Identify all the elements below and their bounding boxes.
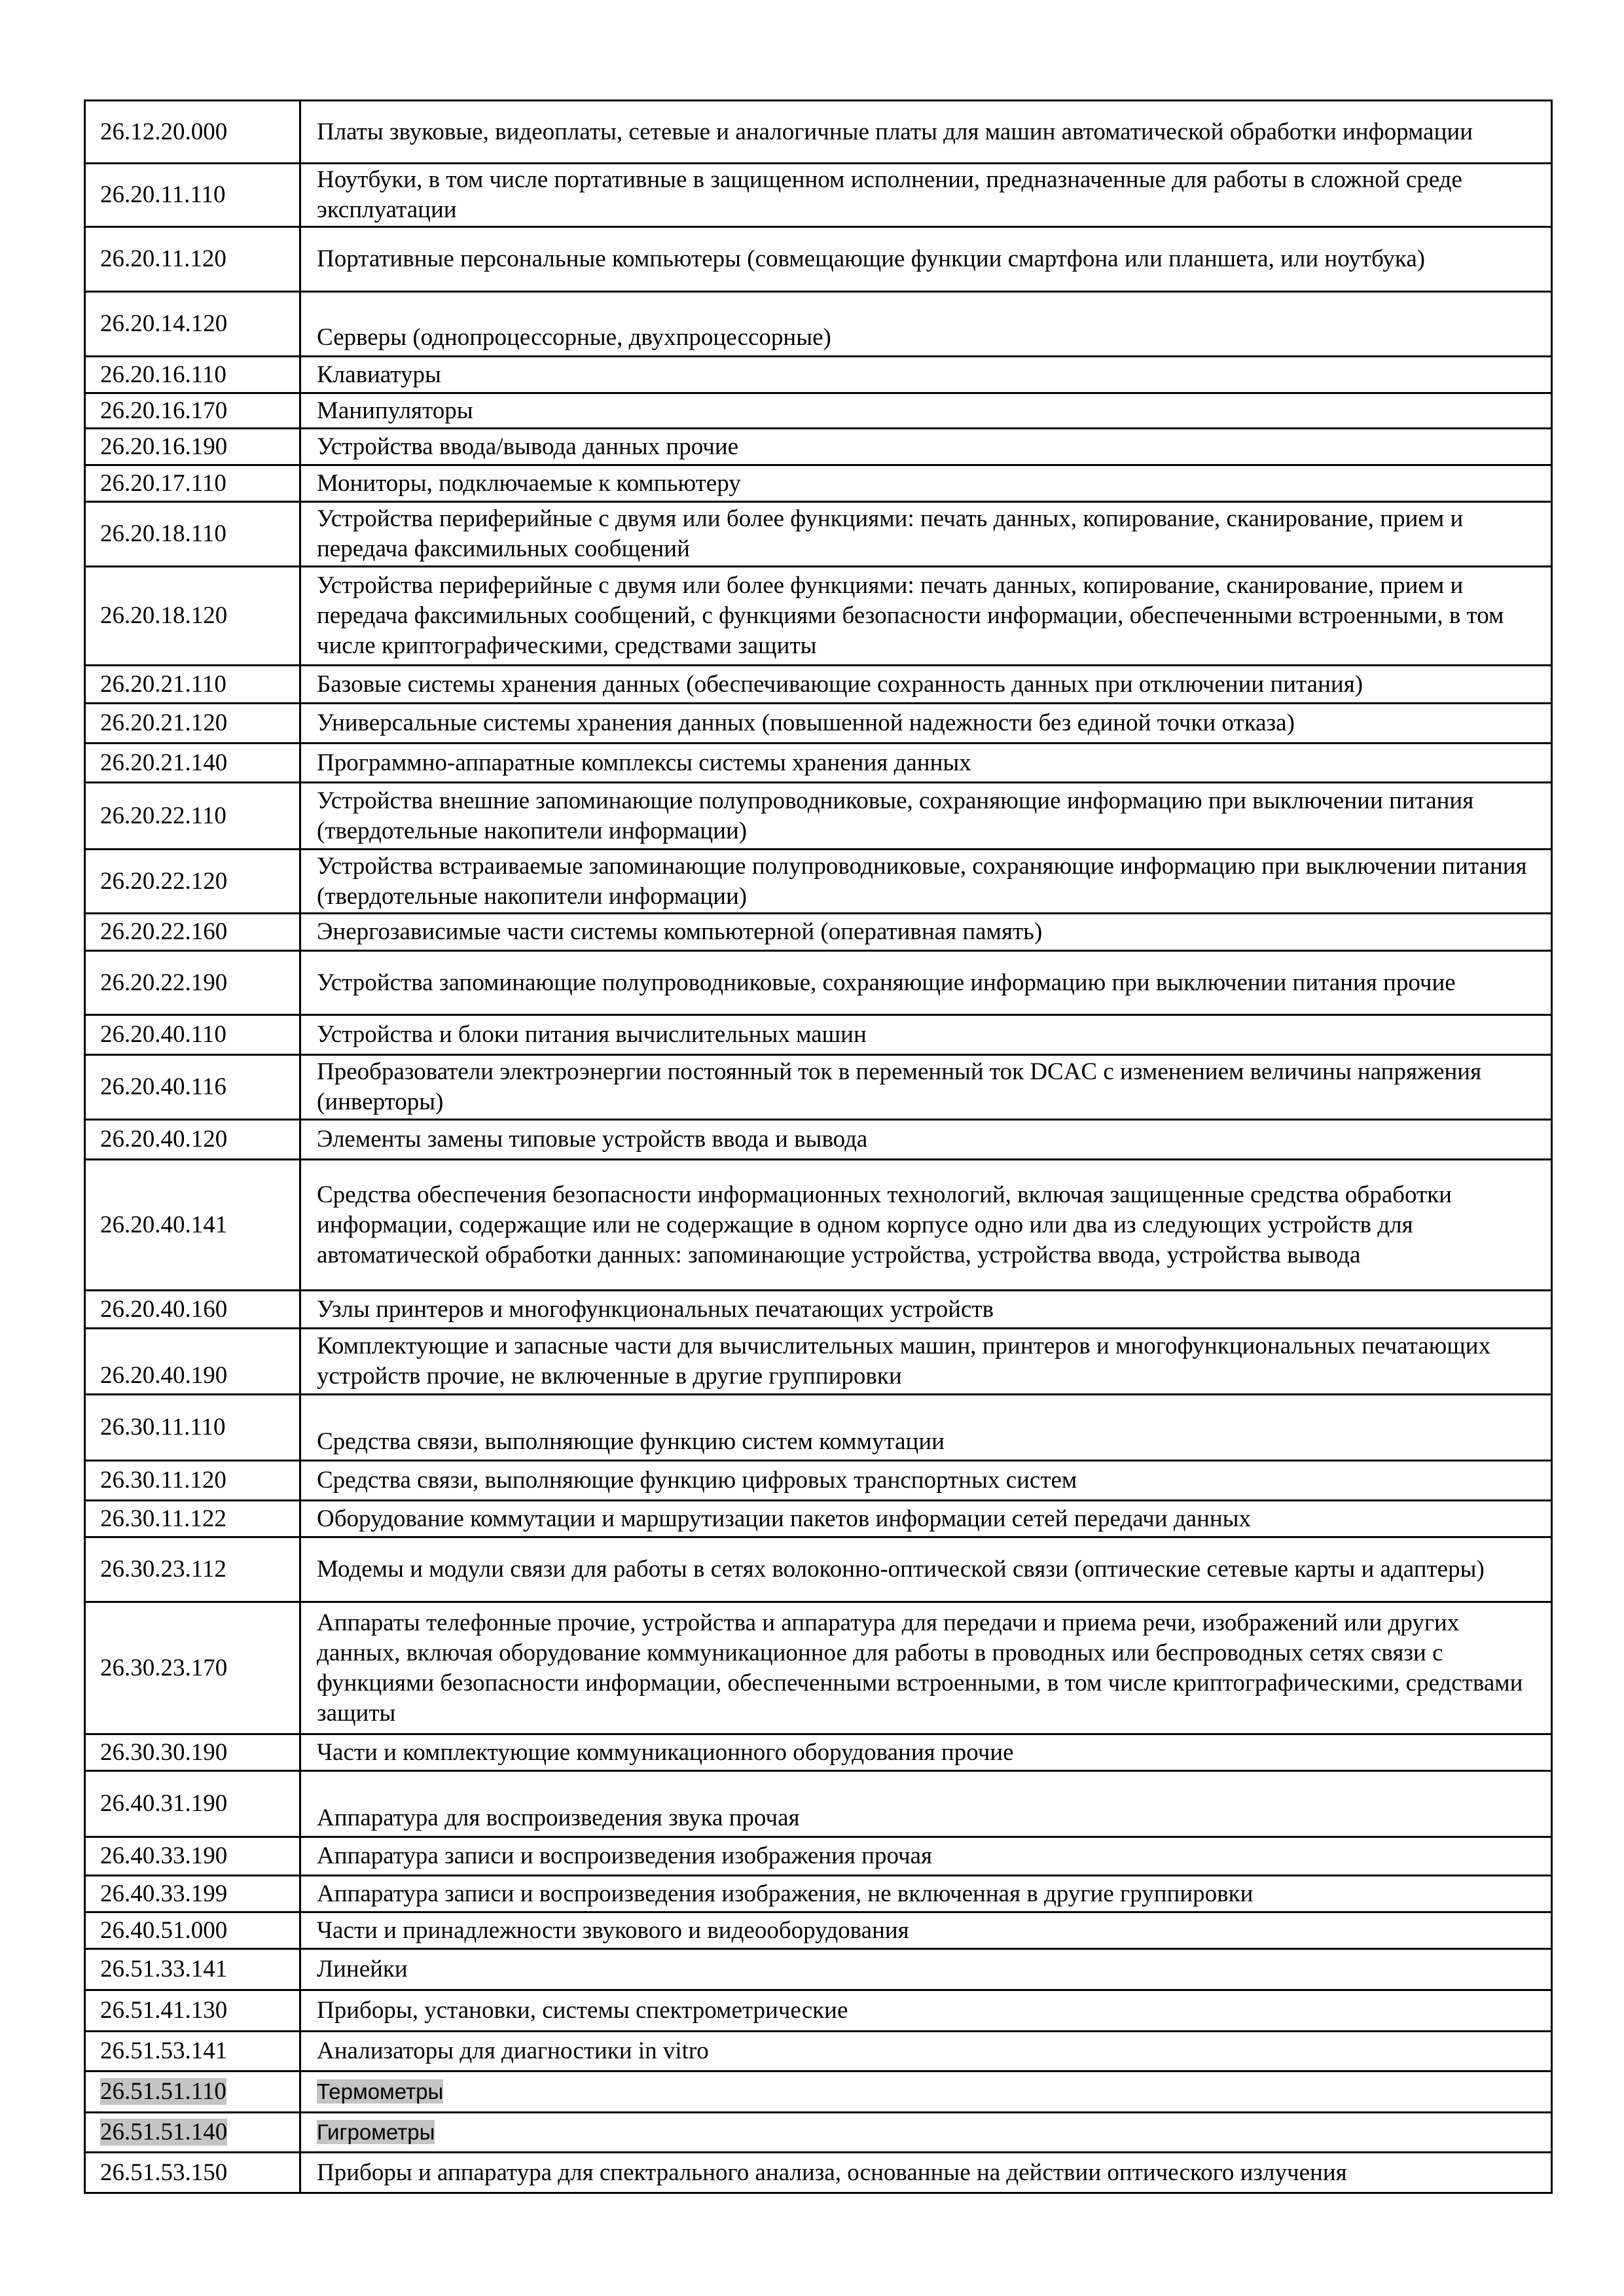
description-cell (300, 1912, 1552, 1949)
table-row (85, 1734, 1552, 1771)
description-text: Элементы замены типовые устройств ввода и вывода (317, 1126, 868, 1153)
code-cell (85, 1329, 300, 1395)
code-text: 26.30.11.120 (100, 1467, 226, 1494)
description-cell (300, 1734, 1552, 1771)
code-cell (85, 164, 300, 227)
code-cell (85, 2153, 300, 2193)
description-text: Модемы и модули связи для работы в сетях волоконно-оптической связи (оптические сетевые карты и адаптеры) (317, 1556, 1485, 1583)
description-text: Энергозависимые части системы компьютерной (оперативная память) (317, 918, 1043, 945)
table-row (85, 1329, 1552, 1395)
code-cell (85, 1395, 300, 1461)
table-row (85, 951, 1552, 1015)
description-text: Средства обеспечения безопасности информационных технологий, включая защищенные средства обработки информации, содержащие или не содержащие в одном корпусе одно или два из следующих устройств для автоматической обработки данных: запоминающие устройства, устройства ввода, устройства вывода (317, 1181, 1452, 1268)
code-text: 26.20.40.110 (100, 1021, 226, 1048)
code-text: 26.20.22.160 (100, 918, 228, 945)
table-row (85, 666, 1552, 704)
code-text: 26.20.21.140 (100, 749, 228, 776)
description-text: Устройства периферийные с двумя или более функциями: печать данных, копирование, сканирование, прием и передача факсимильных сообщений (317, 505, 1464, 562)
description-cell (300, 357, 1552, 393)
code-text: 26.20.40.116 (100, 1073, 226, 1100)
description-cell (300, 1949, 1552, 1990)
description-text: Термометры (317, 2079, 444, 2104)
code-cell (85, 2032, 300, 2072)
description-text: Устройства периферийные с двумя или более функциями: печать данных, копирование, сканирование, прием и передача факсимильных сообщений, с функциями безопасности информации, обеспеченными встроенными, в том числе криптографическими, средствами защиты (317, 572, 1504, 659)
description-cell (300, 393, 1552, 429)
table-row (85, 292, 1552, 357)
description-cell (300, 1837, 1552, 1876)
code-text: 26.20.16.170 (100, 397, 228, 424)
code-text: 26.30.23.112 (100, 1556, 226, 1583)
table-row (85, 502, 1552, 567)
description-cell (300, 1291, 1552, 1329)
description-text: Узлы принтеров и многофункциональных печатающих устройств (317, 1295, 994, 1323)
description-cell (300, 1876, 1552, 1912)
description-text: Клавиатуры (317, 361, 441, 388)
code-text: 26.20.40.190 (100, 1362, 228, 1389)
code-text: 26.30.11.122 (100, 1505, 226, 1532)
table-row (85, 914, 1552, 951)
description-cell (300, 1990, 1552, 2032)
code-text: 26.20.22.110 (100, 802, 226, 829)
code-text: 26.20.17.110 (100, 469, 226, 497)
code-cell (85, 1949, 300, 1990)
description-cell (300, 101, 1552, 164)
table-row (85, 1055, 1552, 1120)
description-text: Оборудование коммутации и маршрутизации пакетов информации сетей передачи данных (317, 1505, 1252, 1532)
code-text: 26.12.20.000 (100, 118, 228, 145)
table-row (85, 429, 1552, 465)
code-text: 26.20.16.190 (100, 433, 228, 460)
table-row (85, 1395, 1552, 1461)
description-text: Средства связи, выполняющие функцию систем коммутации (317, 1428, 945, 1455)
table-row (85, 227, 1552, 292)
table-row (85, 1990, 1552, 2032)
description-text: Аппаратура записи и воспроизведения изображения, не включенная в другие группировки (317, 1880, 1254, 1907)
description-cell (300, 1602, 1552, 1734)
code-cell (85, 1537, 300, 1602)
code-cell (85, 1055, 300, 1120)
table-row (85, 1015, 1552, 1055)
table-row (85, 783, 1552, 850)
table-row (85, 465, 1552, 502)
code-text: 26.51.33.141 (100, 1956, 228, 1982)
description-cell (300, 1055, 1552, 1120)
description-text: Мониторы, подключаемые к компьютеру (317, 469, 741, 497)
code-cell (85, 1120, 300, 1160)
code-cell (85, 1734, 300, 1771)
code-text: 26.20.11.120 (100, 245, 226, 272)
code-cell (85, 357, 300, 393)
description-cell (300, 783, 1552, 850)
code-cell (85, 465, 300, 502)
code-cell (85, 292, 300, 357)
table-row (85, 1120, 1552, 1160)
description-cell (300, 951, 1552, 1015)
description-cell (300, 850, 1552, 914)
description-text: Приборы и аппаратура для спектрального анализа, основанные на действии оптического излучения (317, 2159, 1347, 2186)
table-row (85, 704, 1552, 744)
code-text: 26.20.16.110 (100, 361, 226, 388)
code-text: 26.40.33.199 (100, 1880, 228, 1907)
description-text: Устройства ввода/вывода данных прочие (317, 433, 739, 460)
table-row (85, 1876, 1552, 1912)
code-cell (85, 783, 300, 850)
code-text: 26.20.40.160 (100, 1295, 228, 1323)
code-text: 26.20.18.120 (100, 602, 228, 629)
description-cell (300, 2113, 1552, 2153)
code-text: 26.20.18.110 (100, 520, 226, 547)
code-text: 26.20.40.141 (100, 1211, 228, 1238)
description-cell (300, 1537, 1552, 1602)
code-cell (85, 744, 300, 783)
description-cell (300, 1120, 1552, 1160)
description-text: Комплектующие и запасные части для вычислительных машин, принтеров и многофункциональных печатающих устройств прочие, не включенные в другие группировки (317, 1333, 1491, 1390)
description-cell (300, 502, 1552, 567)
code-cell (85, 1990, 300, 2032)
table-row (85, 1501, 1552, 1537)
table-row (85, 2113, 1552, 2153)
okpd-codes-table (84, 99, 1553, 2194)
code-cell (85, 914, 300, 951)
code-text: 26.20.22.120 (100, 867, 228, 895)
description-cell (300, 1329, 1552, 1395)
code-cell (85, 1602, 300, 1734)
code-cell (85, 227, 300, 292)
description-cell (300, 744, 1552, 783)
description-cell (300, 465, 1552, 502)
description-cell (300, 292, 1552, 357)
description-text: Базовые системы хранения данных (обеспечивающие сохранность данных при отключении питания) (317, 670, 1363, 698)
description-cell (300, 1015, 1552, 1055)
description-text: Устройства запоминающие полупроводниковые, сохраняющие информацию при выключении питания прочие (317, 969, 1456, 996)
description-text: Аппараты телефонные прочие, устройства и аппаратура для передачи и приема речи, изображений или других данных, включая оборудование коммуникационное для работы в проводных или беспроводных сетях связи с функциями безопасности информации, обеспеченными встроенными, в том числе криптографическими, средствами защиты (317, 1609, 1523, 1727)
code-cell (85, 1876, 300, 1912)
description-text: Гигрометры (317, 2120, 435, 2144)
description-cell (300, 2072, 1552, 2113)
code-cell (85, 1015, 300, 1055)
code-text: 26.20.22.190 (100, 969, 228, 996)
code-text: 26.40.31.190 (100, 1790, 228, 1817)
code-cell (85, 1291, 300, 1329)
table-body (85, 101, 1552, 2193)
table-row (85, 850, 1552, 914)
description-text: Устройства внешние запоминающие полупроводниковые, сохраняющие информацию при выключении питания (твердотельные накопители информации) (317, 787, 1474, 844)
description-cell (300, 2153, 1552, 2193)
code-cell (85, 850, 300, 914)
code-cell (85, 666, 300, 704)
table-row (85, 744, 1552, 783)
code-text: 26.30.23.170 (100, 1654, 228, 1681)
code-text: 26.20.40.120 (100, 1126, 228, 1153)
description-text: Части и принадлежности звукового и видеооборудования (317, 1916, 909, 1944)
description-cell (300, 914, 1552, 951)
description-text: Программно-аппаратные комплексы системы хранения данных (317, 749, 971, 776)
code-text: 26.51.53.141 (100, 2037, 228, 2064)
description-text: Универсальные системы хранения данных (повышенной надежности без единой точки отказа) (317, 709, 1295, 736)
code-cell (85, 2072, 300, 2113)
code-cell (85, 502, 300, 567)
table-row (85, 1837, 1552, 1876)
description-text: Портативные персональные компьютеры (совмещающие функции смартфона или планшета, или ноутбука) (317, 245, 1426, 272)
table-row (85, 1771, 1552, 1837)
description-text: Линейки (317, 1956, 408, 1982)
description-text: Манипуляторы (317, 397, 473, 424)
description-cell (300, 2032, 1552, 2072)
code-text: 26.20.14.120 (100, 310, 228, 337)
table-row (85, 393, 1552, 429)
code-cell (85, 1837, 300, 1876)
code-text: 26.20.21.110 (100, 670, 226, 698)
code-cell (85, 1461, 300, 1501)
description-cell (300, 227, 1552, 292)
description-cell (300, 567, 1552, 666)
table-row (85, 1291, 1552, 1329)
code-text: 26.51.51.140 (100, 2119, 228, 2145)
table-row (85, 1160, 1552, 1291)
table-row (85, 1912, 1552, 1949)
description-text: Средства связи, выполняющие функцию цифровых транспортных систем (317, 1467, 1077, 1494)
description-text: Приборы, установки, системы спектрометрические (317, 1997, 848, 2024)
description-cell (300, 666, 1552, 704)
description-cell (300, 1160, 1552, 1291)
table-row (85, 2072, 1552, 2113)
description-text: Устройства и блоки питания вычислительных машин (317, 1021, 867, 1048)
table-row (85, 1537, 1552, 1602)
description-cell (300, 1395, 1552, 1461)
code-text: 26.40.33.190 (100, 1842, 228, 1869)
code-text: 26.40.51.000 (100, 1916, 228, 1944)
description-text: Части и комплектующие коммуникационного оборудования прочие (317, 1738, 1014, 1766)
description-cell (300, 164, 1552, 227)
code-text: 26.51.41.130 (100, 1997, 228, 2024)
description-cell (300, 1461, 1552, 1501)
description-cell (300, 1501, 1552, 1537)
code-cell (85, 1160, 300, 1291)
description-cell (300, 429, 1552, 465)
code-cell (85, 951, 300, 1015)
code-text: 26.51.51.110 (100, 2078, 226, 2105)
table-row (85, 357, 1552, 393)
table-row (85, 567, 1552, 666)
table-row (85, 101, 1552, 164)
code-text: 26.20.11.110 (100, 181, 226, 208)
code-cell (85, 393, 300, 429)
code-text: 26.51.53.150 (100, 2159, 228, 2186)
description-text: Серверы (однопроцессорные, двухпроцессорные) (317, 324, 831, 351)
table-row (85, 1602, 1552, 1734)
code-text: 26.20.21.120 (100, 709, 228, 736)
code-cell (85, 101, 300, 164)
code-text: 26.30.30.190 (100, 1738, 228, 1766)
code-cell (85, 1912, 300, 1949)
table-row (85, 1949, 1552, 1990)
description-cell (300, 1771, 1552, 1837)
description-text: Аппаратура записи и воспроизведения изображения прочая (317, 1842, 933, 1869)
description-text: Аппаратура для воспроизведения звука прочая (317, 1804, 800, 1831)
code-cell (85, 429, 300, 465)
table-row (85, 1461, 1552, 1501)
table-row (85, 164, 1552, 227)
code-cell (85, 1501, 300, 1537)
code-text: 26.30.11.110 (100, 1414, 226, 1441)
code-cell (85, 1771, 300, 1837)
code-cell (85, 567, 300, 666)
description-text: Анализаторы для диагностики in vitro (317, 2037, 709, 2064)
code-cell (85, 704, 300, 744)
table-row (85, 2032, 1552, 2072)
description-cell (300, 704, 1552, 744)
table-row (85, 2153, 1552, 2193)
description-text: Ноутбуки, в том числе портативные в защищенном исполнении, предназначенные для работы в сложной среде эксплуатации (317, 166, 1462, 223)
description-text: Устройства встраиваемые запоминающие полупроводниковые, сохраняющие информацию при выключении питания (твердотельные накопители информации) (317, 852, 1527, 910)
description-text: Преобразователи электроэнергии постоянный ток в переменный ток DCAC с изменением величины напряжения (инверторы) (317, 1058, 1482, 1115)
description-text: Платы звуковые, видеоплаты, сетевые и аналогичные платы для машин автоматической обработки информации (317, 118, 1473, 145)
code-cell (85, 2113, 300, 2153)
